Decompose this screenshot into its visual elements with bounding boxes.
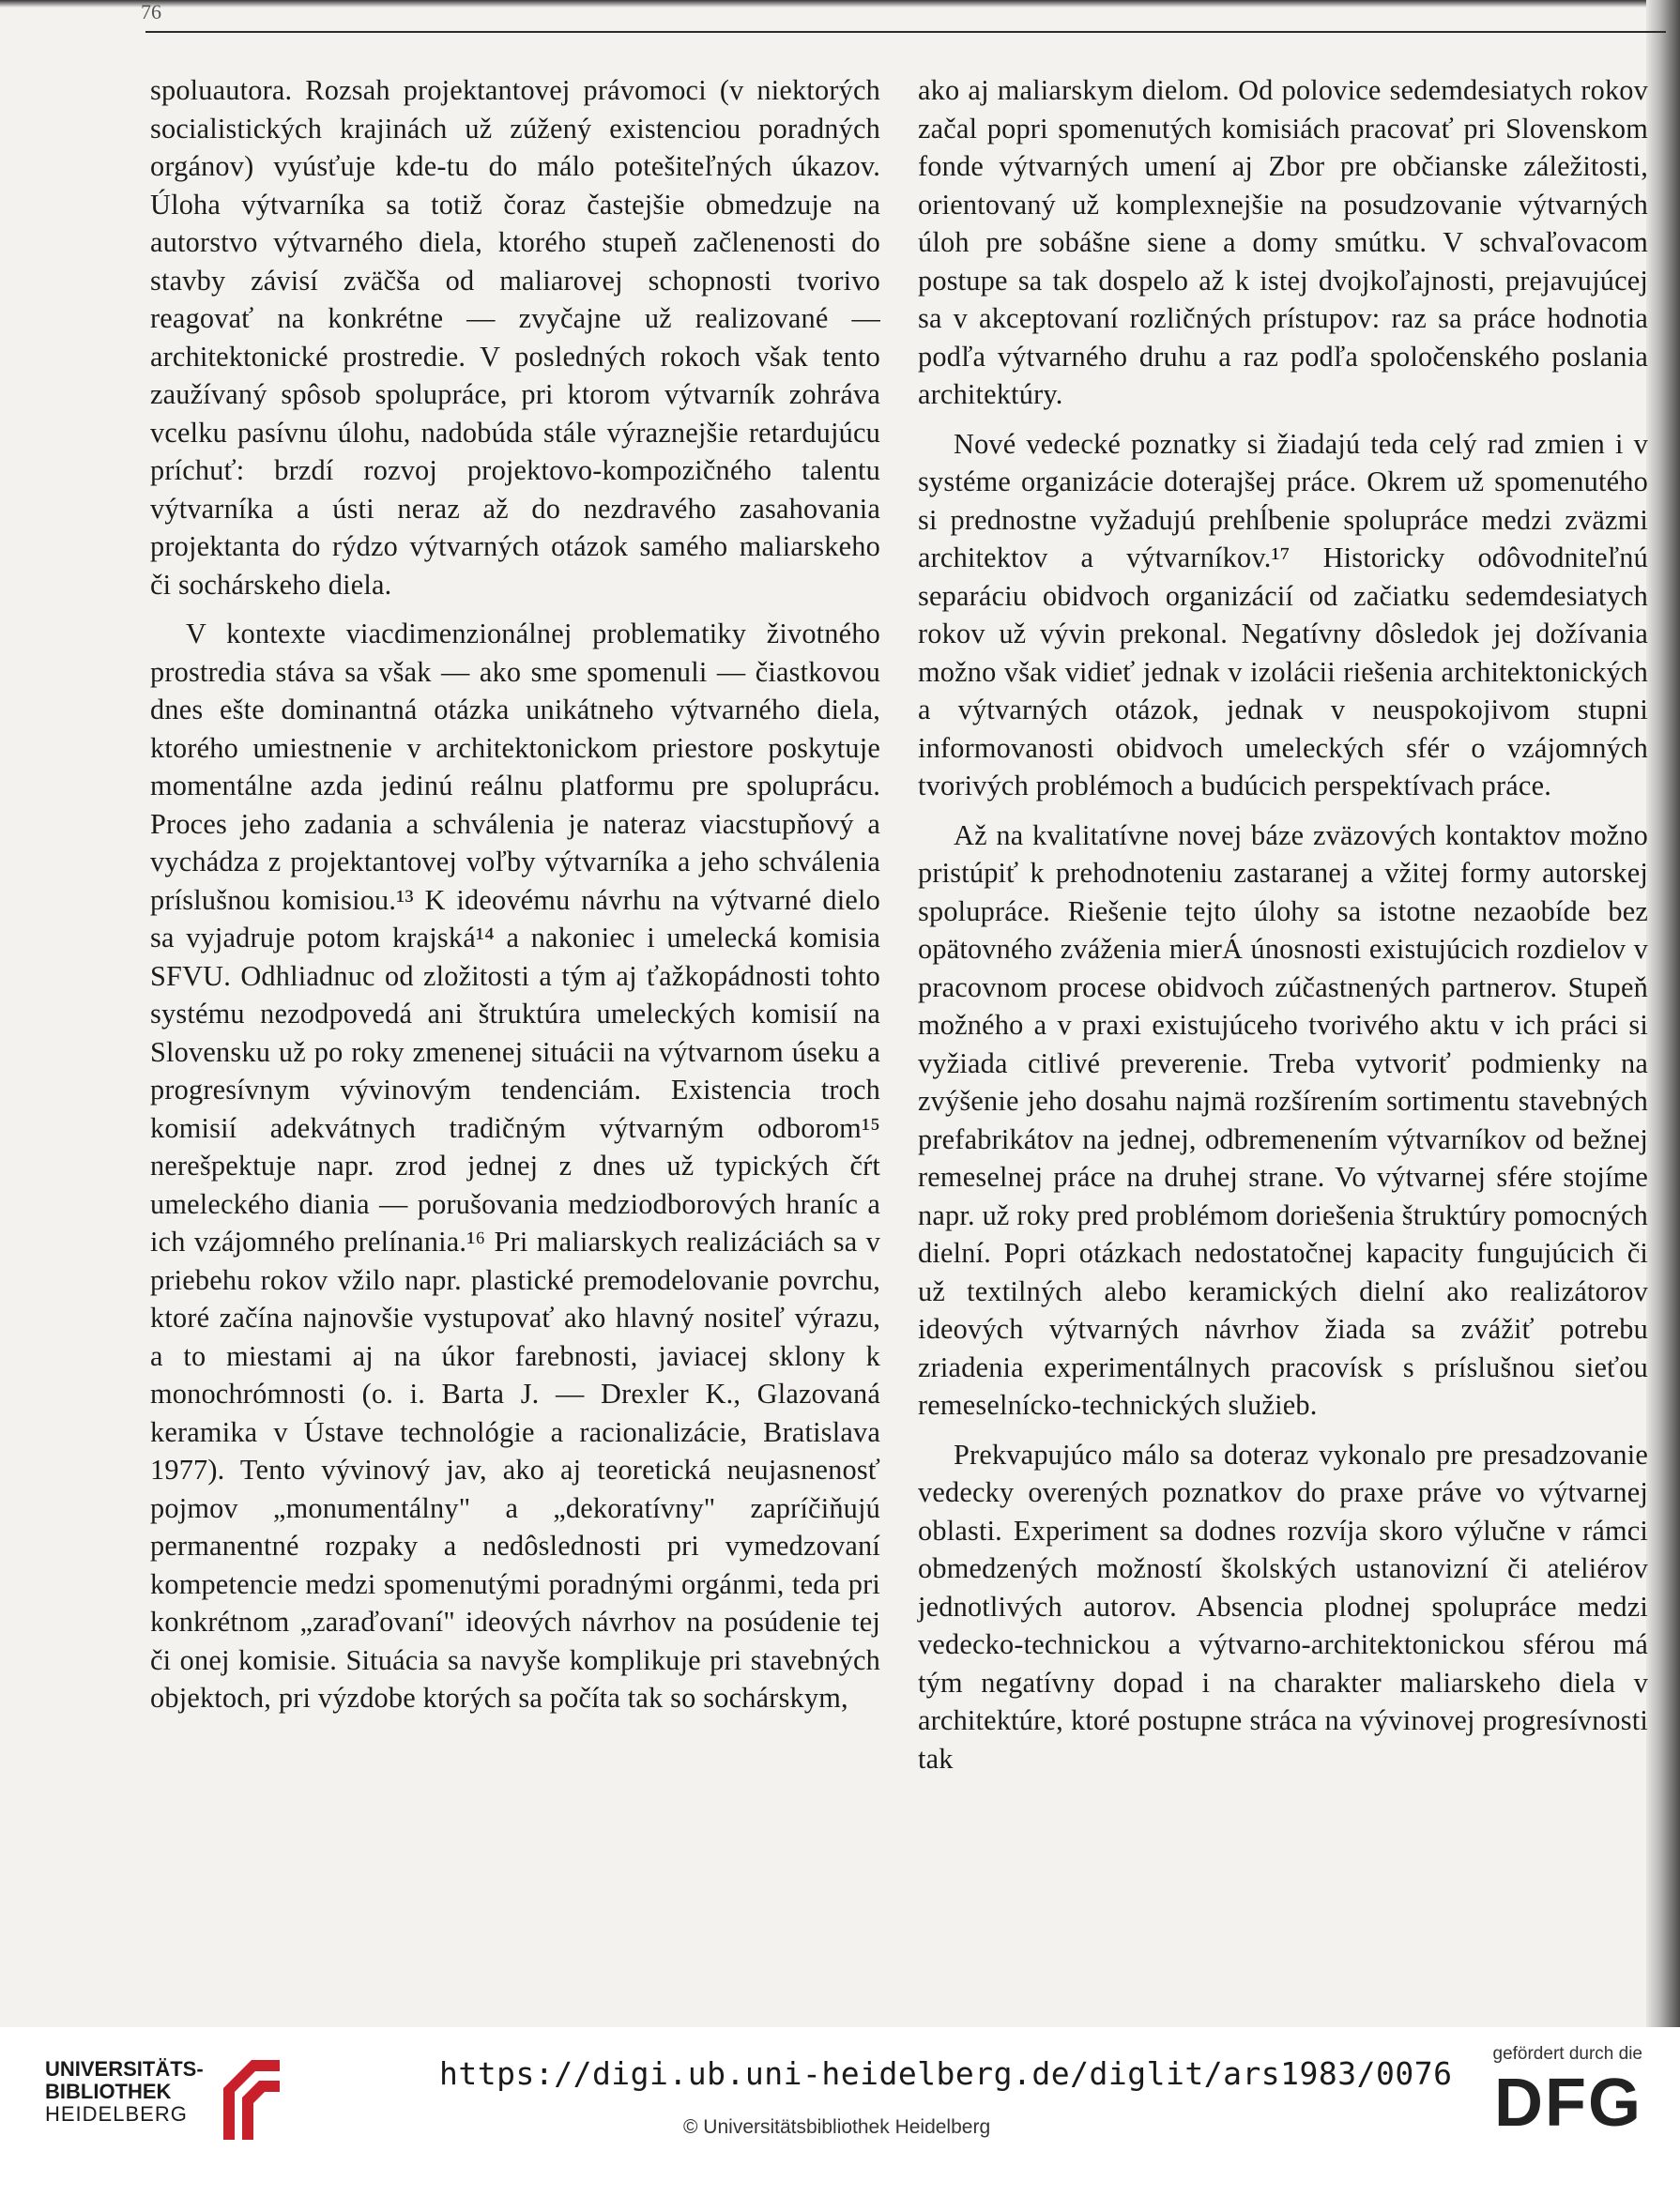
funding-caption: gefördert durch die (1492, 2044, 1642, 2064)
paragraph: V kontexte viacdimenzionálnej problematiky životného prostredia stáva sa však — ako sme spomenuli — čiastkovou dnes ešte dominantná otázka unikátneho výtvarného diela, ktorého umiestnenie v architektonickom priestore poskytuje momentálne azda jedinú reálnu platformu pre spoluprácu. Proces jeho zadania a schválenia je nateraz viacstupňový a vychádza z projektantovej voľby výtvarníka a jeho schválenia príslušnou komisiou.¹³ K ideovému návrhu na výtvarné dielo sa vyjadruje potom krajská¹⁴ a nakoniec i umelecká komisia SFVU. Odhliadnuc od zložitosti a tým aj ťažkopádnosti tohto systému nezodpovedá ani štruktúra umeleckých komisií na Slovensku už po roky zmenenej situácii na výtvarnom úseku a progresívnym vývinovým tendenciám. Existencia troch komisií adekvátnych tradičným výtvarným odborom¹⁵ nerešpektuje napr. zrod jednej z dnes už typických čŕt umeleckého diania — porušovania medziodborových hraníc a ich vzájomného prelínania.¹⁶ Pri maliarskych realizáciách sa v priebehu rokov vžilo napr. plastické premodelovanie povrchu, ktoré začína najnovšie vystupovať ako hlavný nositeľ výrazu, a to miestami aj na úkor farebnosti, javiacej sklony k monochrómnosti (o. i. Barta J. — Drexler K., Glazovaná keramika v Ústave technológie a racionalizácie, Bratislava 1977). Tento vývinový jav, ako aj teoretická neujasnenosť pojmov „monumentálny" a „dekoratívny" zapríčiňujú permanentné rozpaky a nedôslednosti pri vymedzovaní kompetencie medzi spomenutými poradnými orgánmi, teda pri konkrétnom „zaraďovaní" ideových návrhov na posúdenie tej či onej komisie. Situácia sa navyše komplikuje pri stavebných objektoch, pri výzdobe ktorých sa počíta tak so sochárskym, (150, 618, 880, 1714)
dfg-funding[interactable] (1474, 2044, 1642, 2147)
scan-right-shadow (1646, 0, 1680, 2027)
library-logo-text (45, 2058, 204, 2126)
permalink-url[interactable]: https://digi.ub.uni-heidelberg.de/diglit/ars1983/0076 (439, 2055, 1453, 2092)
paragraph: Nové vedecké poznatky si žiadajú teda celý rad zmien i v systéme organizácie doterajšej práce. Okrem už spomenutého si prednostne vyžadujú prehĺbenie spolupráce medzi zväzmi architektov a výtvarníkov.¹⁷ Historicky odôvodniteľnú separáciu obidvoch organizácií od začiatku sedemdesiatych rokov už vývin prekonal. Negatívny dôsledok jej dožívania možno však vidieť jednak v izolácii riešenia architektonických a výtvarných otázok, jednak v neuspokojivom stupni informovanosti obidvoch umeleckých sfér o vzájomných tvorivých problémoch a budúcich perspektívach práce. (918, 427, 1648, 801)
copyright-notice: © Universitätsbibliothek Heidelberg (683, 2116, 991, 2138)
logo-line-3: HEIDELBERG (45, 2102, 188, 2126)
right-text-column (918, 71, 1648, 1789)
page-number: 76 (141, 0, 161, 23)
dfg-logo: DFG (1494, 2066, 1642, 2141)
logo-line-1: UNIVERSITÄTS- (45, 2057, 204, 2081)
scan-top-shadow (0, 0, 1680, 8)
logo-line-2: BIBLIOTHEK (45, 2080, 172, 2103)
left-text-column (150, 71, 880, 1729)
paragraph: spoluautora. Rozsah projektantovej právomoci (v niektorých socialistických krajinách už zúžený existenciou poradných orgánov) vyúsťuje kde-tu do málo potešiteľných úkazov. Úloha výtvarníka sa totiž čoraz častejšie obmedzuje na autorstvo výtvarného diela, ktorého stupeň začlenenosti do stavby závisí zväčša od maliarovej schopnosti tvorivo reagovať na konkrétne — zvyčajne už realizované — architektonické prostredie. V posledných rokoch však tento zaužívaný spôsob spolupráce, pri ktorom výtvarník zohráva vcelku pasívnu úlohu, nadobúda stále výraznejšie retardujúcu príchuť: brzdí rozvoj projektovo-kompozičného talentu výtvarníka a ústi neraz až do nezdravého zasahovania projektanta do rýdzo výtvarných otázok samého maliarskeho či sochárskeho diela. (150, 74, 880, 601)
paragraph: ako aj maliarskym dielom. Od polovice sedemdesiatych rokov začal popri spomenutých komisiách pracovať pri Slovenskom fonde výtvarných umení aj Zbor pre občianske záležitosti, orientovaný už komplexnejšie na posudzovanie výtvarných úloh pre sobášne siene a domy smútku. V schvaľovacom postupe sa tak dospelo až k istej dvojkoľajnosti, prejavujúcej sa v akceptovaní rozličných prístupov: raz sa práce hodnotia podľa výtvarného druhu a raz podľa spoločenského poslania architektúry. (918, 74, 1648, 410)
header-rule (145, 31, 1666, 33)
paragraph: Prekvapujúco málo sa doteraz vykonalo pre presadzovanie vedecky overených poznatkov do praxe práve vo výtvarnej oblasti. Experiment sa dodnes rozvíja skoro výlučne v rámci obmedzených možností školských ustanovizní či ateliérov jednotlivých autorov. Absencia plodnej spolupráce medzi vedecko-technickou a výtvarno-architektonickou sférou má tým negatívny dopad i na charakter maliarskeho diela v architektúre, ktoré postupne stráca na vývinovej progresívnosti tak (918, 1438, 1648, 1775)
paragraph: Až na kvalitatívne novej báze zväzových kontaktov možno pristúpiť k prehodnoteniu zastaranej a vžitej formy autorskej spolupráce. Riešenie tejto úlohy sa istotne nezaobíde bez opätovného zváženia mierÁ únosnosti existujúcich rozdielov v pracovnom procese obidvoch zúčastnených partnerov. Stupeň možného a v praxi existujúceho tvorivého aktu v ich práci si vyžiada citlivé preverenie. Treba vytvoriť podmienky na zvýšenie jeho dosahu najmä rozšírením sortimentu stavebných prefabrikátov na jednej, odbremenením výtvarníkov od bežnej remeselnej práce na druhej strane. Vo výtvarnej sfére stojíme napr. už roky pred problémom doriešenia štruktúry pomocných dielní. Popri otázkach nedostatočnej kapacity fungujúcich či už textilných alebo keramických dielní ako realizátorov ideových výtvarných návrhov žiada sa zvážiť potrebu zriadenia experimentálnych pracovísk s príslušnou sieťou remeselnícko-technických služieb. (918, 818, 1648, 1421)
library-mark-icon (214, 2051, 289, 2144)
library-logo[interactable] (45, 2051, 355, 2144)
footer-bar (0, 2027, 1680, 2197)
